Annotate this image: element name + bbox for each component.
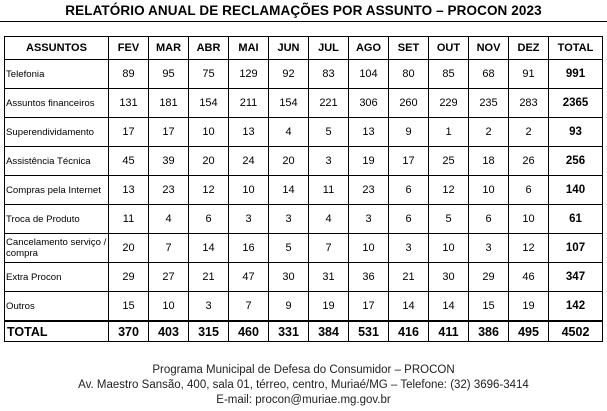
month-value-cell: 23 (149, 176, 189, 205)
month-value-cell: 14 (269, 176, 309, 205)
column-header-month: FEV (109, 37, 149, 60)
month-value-cell: 10 (349, 234, 389, 263)
month-value-cell: 21 (389, 263, 429, 292)
month-value-cell: 25 (429, 147, 469, 176)
row-total-cell: 991 (549, 60, 603, 89)
row-total-cell: 61 (549, 205, 603, 234)
month-value-cell: 17 (109, 118, 149, 147)
month-value-cell: 17 (349, 292, 389, 322)
month-value-cell: 14 (429, 292, 469, 322)
month-value-cell: 10 (149, 292, 189, 322)
month-value-cell: 235 (469, 89, 509, 118)
month-value-cell: 10 (189, 118, 229, 147)
month-value-cell: 91 (509, 60, 549, 89)
month-value-cell: 104 (349, 60, 389, 89)
month-value-cell: 12 (189, 176, 229, 205)
row-total-cell: 142 (549, 292, 603, 322)
month-value-cell: 11 (109, 205, 149, 234)
month-value-cell: 154 (269, 89, 309, 118)
month-value-cell: 20 (109, 234, 149, 263)
footer-email: E-mail: procon@muriae.mg.gov.br (216, 394, 391, 406)
month-value-cell: 23 (349, 176, 389, 205)
month-value-cell: 24 (229, 147, 269, 176)
month-value-cell: 6 (389, 205, 429, 234)
month-value-cell: 10 (229, 176, 269, 205)
subject-cell: Assistência Técnica (5, 147, 109, 176)
month-value-cell: 14 (189, 234, 229, 263)
month-value-cell: 15 (109, 292, 149, 322)
month-value-cell: 129 (229, 60, 269, 89)
month-value-cell: 6 (389, 176, 429, 205)
month-value-cell: 30 (269, 263, 309, 292)
totals-label: TOTAL (5, 321, 109, 342)
month-value-cell: 211 (229, 89, 269, 118)
month-value-cell: 1 (429, 118, 469, 147)
subject-cell: Compras pela Internet (5, 176, 109, 205)
month-value-cell: 3 (269, 205, 309, 234)
month-value-cell: 9 (389, 118, 429, 147)
month-value-cell: 6 (469, 205, 509, 234)
month-value-cell: 229 (429, 89, 469, 118)
month-total-cell: 460 (229, 321, 269, 342)
month-value-cell: 83 (309, 60, 349, 89)
row-total-cell: 107 (549, 234, 603, 263)
month-total-cell: 416 (389, 321, 429, 342)
month-value-cell: 30 (429, 263, 469, 292)
month-value-cell: 10 (429, 234, 469, 263)
row-total-cell: 347 (549, 263, 603, 292)
month-value-cell: 4 (269, 118, 309, 147)
month-value-cell: 21 (189, 263, 229, 292)
month-value-cell: 26 (509, 147, 549, 176)
column-header-month: MAI (229, 37, 269, 60)
month-value-cell: 47 (229, 263, 269, 292)
subject-cell: Extra Procon (5, 263, 109, 292)
column-header-month: AGO (349, 37, 389, 60)
month-value-cell: 15 (469, 292, 509, 322)
table-row (5, 118, 603, 147)
column-header-total: TOTAL (549, 37, 603, 60)
column-header-month: SET (389, 37, 429, 60)
month-value-cell: 13 (229, 118, 269, 147)
month-value-cell: 45 (109, 147, 149, 176)
month-value-cell: 260 (389, 89, 429, 118)
month-value-cell: 12 (509, 234, 549, 263)
row-total-cell: 93 (549, 118, 603, 147)
month-value-cell: 6 (189, 205, 229, 234)
table-row (5, 292, 603, 322)
footer-program-name: Programa Municipal de Defesa do Consumidor – PROCON (152, 364, 455, 376)
subject-cell: Telefonia (5, 60, 109, 89)
month-value-cell: 5 (429, 205, 469, 234)
month-value-cell: 68 (469, 60, 509, 89)
month-value-cell: 92 (269, 60, 309, 89)
month-value-cell: 4 (149, 205, 189, 234)
month-value-cell: 10 (469, 176, 509, 205)
month-value-cell: 16 (229, 234, 269, 263)
month-value-cell: 75 (189, 60, 229, 89)
month-value-cell: 2 (469, 118, 509, 147)
month-value-cell: 19 (349, 147, 389, 176)
month-value-cell: 12 (429, 176, 469, 205)
month-value-cell: 9 (269, 292, 309, 322)
table-row (5, 263, 603, 292)
month-value-cell: 2 (509, 118, 549, 147)
month-value-cell: 3 (189, 292, 229, 322)
month-value-cell: 11 (309, 176, 349, 205)
month-value-cell: 3 (389, 234, 429, 263)
column-header-month: JUL (309, 37, 349, 60)
month-value-cell: 5 (309, 118, 349, 147)
month-value-cell: 221 (309, 89, 349, 118)
month-value-cell: 3 (309, 147, 349, 176)
column-header-month: MAR (149, 37, 189, 60)
month-total-cell: 411 (429, 321, 469, 342)
month-value-cell: 3 (349, 205, 389, 234)
month-value-cell: 89 (109, 60, 149, 89)
month-value-cell: 31 (309, 263, 349, 292)
totals-row (5, 321, 603, 342)
month-value-cell: 17 (149, 118, 189, 147)
month-total-cell: 384 (309, 321, 349, 342)
table-row (5, 89, 603, 118)
month-value-cell: 20 (269, 147, 309, 176)
column-header-month: NOV (469, 37, 509, 60)
month-value-cell: 19 (309, 292, 349, 322)
row-total-cell: 2365 (549, 89, 603, 118)
month-value-cell: 10 (509, 205, 549, 234)
subject-cell: Superendividamento (5, 118, 109, 147)
title-underline (0, 21, 607, 22)
column-header-month: ABR (189, 37, 229, 60)
column-header-month: OUT (429, 37, 469, 60)
month-value-cell: 154 (189, 89, 229, 118)
month-value-cell: 18 (469, 147, 509, 176)
month-value-cell: 4 (309, 205, 349, 234)
month-value-cell: 85 (429, 60, 469, 89)
month-value-cell: 46 (509, 263, 549, 292)
month-total-cell: 386 (469, 321, 509, 342)
month-value-cell: 29 (109, 263, 149, 292)
month-total-cell: 403 (149, 321, 189, 342)
month-value-cell: 14 (389, 292, 429, 322)
footer (0, 363, 607, 408)
column-header-month: DEZ (509, 37, 549, 60)
row-total-cell: 256 (549, 147, 603, 176)
subject-cell: Assuntos financeiros (5, 89, 109, 118)
month-value-cell: 13 (109, 176, 149, 205)
month-total-cell: 370 (109, 321, 149, 342)
month-value-cell: 131 (109, 89, 149, 118)
column-header-subject: ASSUNTOS (5, 37, 109, 60)
month-value-cell: 3 (229, 205, 269, 234)
month-value-cell: 19 (509, 292, 549, 322)
month-value-cell: 95 (149, 60, 189, 89)
table-row (5, 60, 603, 89)
subject-cell: Troca de Produto (5, 205, 109, 234)
month-value-cell: 181 (149, 89, 189, 118)
month-total-cell: 331 (269, 321, 309, 342)
month-value-cell: 20 (189, 147, 229, 176)
row-total-cell: 140 (549, 176, 603, 205)
table-row (5, 234, 603, 263)
month-value-cell: 13 (349, 118, 389, 147)
grand-total-cell: 4502 (549, 321, 603, 342)
month-value-cell: 7 (229, 292, 269, 322)
month-value-cell: 3 (469, 234, 509, 263)
complaints-table (4, 36, 603, 342)
subject-cell: Outros (5, 292, 109, 322)
month-value-cell: 80 (389, 60, 429, 89)
column-header-month: JUN (269, 37, 309, 60)
month-total-cell: 495 (509, 321, 549, 342)
month-value-cell: 39 (149, 147, 189, 176)
subject-cell: Cancelamento serviço / compra (5, 234, 109, 263)
month-value-cell: 29 (469, 263, 509, 292)
table-row (5, 147, 603, 176)
month-total-cell: 315 (189, 321, 229, 342)
month-value-cell: 36 (349, 263, 389, 292)
table-row (5, 205, 603, 234)
month-value-cell: 306 (349, 89, 389, 118)
month-value-cell: 283 (509, 89, 549, 118)
month-value-cell: 5 (269, 234, 309, 263)
month-value-cell: 7 (149, 234, 189, 263)
month-total-cell: 531 (349, 321, 389, 342)
month-value-cell: 7 (309, 234, 349, 263)
header-row (5, 37, 603, 60)
month-value-cell: 17 (389, 147, 429, 176)
footer-address: Av. Maestro Sansão, 400, sala 01, térreo, centro, Muriaé/MG – Telefone: (32) 3696-3414 (78, 379, 529, 391)
month-value-cell: 6 (509, 176, 549, 205)
report-title: RELATÓRIO ANUAL DE RECLAMAÇÕES POR ASSUNTO – PROCON 2023 (65, 3, 542, 18)
table-row (5, 176, 603, 205)
month-value-cell: 27 (149, 263, 189, 292)
